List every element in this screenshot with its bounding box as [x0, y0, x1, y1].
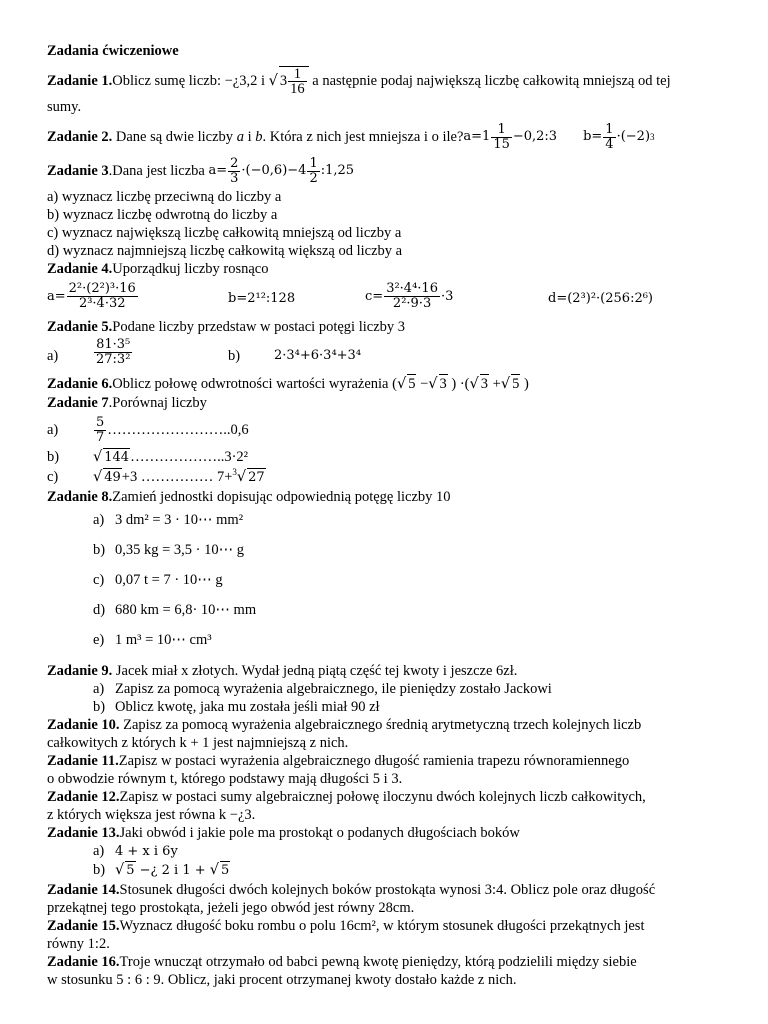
task-12: Zadanie 12.Zapisz w postaci sumy algebraicznej połowę iloczynu dwóch kolejnych liczb całkowitych,	[47, 789, 646, 805]
task-8-item: e) 1 m³ = 10⋯ cm³	[93, 632, 212, 648]
task-13-b: b) √ 5 −¿ 2 i 1 + √ 5	[93, 862, 230, 878]
task-16-cont: w stosunku 5 : 6 : 9. Oblicz, jaki procent otrzymanej kwoty dostało każde z nich.	[47, 972, 517, 988]
task-7-a: a) $\frac{5}{7}$ ……………………..0,6	[47, 414, 249, 445]
task-10-cont: całkowitych z których k + 1 jest najmniejszą z nich.	[47, 735, 349, 751]
task-3-item: d) wyznacz najmniejszą liczbę całkowitą większą od liczby a	[47, 243, 403, 259]
task-1-cont: sumy.	[47, 99, 82, 115]
task-8-item: d) 680 km = 6,8· 10⋯ mm	[93, 602, 257, 618]
task-3-item: c) wyznacz największą liczbę całkowitą mniejszą od liczby a	[47, 225, 402, 241]
task-4: Zadanie 4.Uporządkuj liczby rosnąco	[47, 261, 269, 277]
task-11: Zadanie 11.Zapisz w postaci wyrażenia algebraicznego długość ramienia trapezu równoramiennego	[47, 753, 630, 769]
task-13-a: a) 4 + x i 6y	[93, 843, 178, 859]
task-11-cont: o obwodzie równym t, którego podstawy mają długości 5 i 3.	[47, 771, 403, 787]
task-8: Zadanie 8.Zamień jednostki dopisując odpowiednią potęgę liczby 10	[47, 489, 451, 505]
task-13: Zadanie 13.Jaki obwód i jakie pole ma prostokąt o podanych długościach boków	[47, 825, 520, 841]
task-14: Zadanie 14.Stosunek długości dwóch kolejnych boków prostokąta wynosi 3:4. Oblicz pole oraz długość	[47, 882, 656, 898]
task-6: Zadanie 6.Oblicz połowę odwrotności wartości wyrażenia (√ 5 −√ 3 ) ·(√ 3 +√ 5 )	[47, 376, 529, 392]
task-5: Zadanie 5.Podane liczby przedstaw w postaci potęgi liczby 3	[47, 319, 405, 335]
task-9: Zadanie 9. Jacek miał x złotych. Wydał jedną piątą część tej kwoty i jeszcze 6zł.	[47, 663, 518, 679]
task-8-item: a) 3 dm² = 3 · 10⋯ mm²	[93, 512, 244, 528]
task-7-c: c) √ 49+3 …………… 7+$^3$√ 27	[47, 467, 265, 485]
task-8-item: b) 0,35 kg = 3,5 · 10⋯ g	[93, 542, 245, 558]
task-3-item: a) wyznacz liczbę przeciwną do liczby a	[47, 189, 282, 205]
task-9-item: b) Oblicz kwotę, jaka mu została jeśli miał 90 zł	[93, 699, 380, 715]
task-7-b: b) √ 144………………..3·2²	[47, 449, 249, 465]
task-8-item: c) 0,07 t = 7 · 10⋯ g	[93, 572, 223, 588]
task-16: Zadanie 16.Troje wnucząt otrzymało od babci pewną kwotę pieniędzy, którą podzielili między siebie	[47, 954, 637, 970]
task-5-expressions: a) $\frac{\text{81·3⁵}}{\text{27:3²}}$ b) 2·3⁴+6·3⁴+3⁴	[47, 337, 362, 367]
task-2: Zadanie 2. Dane są dwie liczby a i b . Która z nich jest mniejsza i o ile? a=1 $\frac{1}{15}$ −0,2:3 b= $\frac{1}{4}$ ·(−2) 3	[47, 121, 655, 152]
task-10: Zadanie 10. Zapisz za pomocą wyrażenia algebraicznego średnią arytmetyczną trzech kolejnych liczb	[47, 717, 642, 733]
task-15: Zadanie 15.Wyznacz długość boku rombu o polu 16cm², w którym stosunek długości przekątnych jest	[47, 918, 645, 934]
task-9-item: a) Zapisz za pomocą wyrażenia algebraicznego, ile pieniędzy zostało Jackowi	[93, 681, 552, 697]
task-12-cont: z których większa jest równa k −¿3.	[47, 807, 256, 823]
task-14-cont: przekątnej tego prostokąta, jeżeli jego obwód jest równy 28cm.	[47, 900, 415, 916]
task-4-expressions: a= $\frac{\text{2²·(2²)³·16}}{\text{2³·4·32}}$ b=2¹²:128 c= $\frac{\text{3²·4⁴·16}}{\text{2²·9·3}}$ ·3 d=(2³)²·(256:2⁶)	[47, 281, 654, 311]
task-15-cont: równy 1:2.	[47, 936, 110, 952]
task-7: Zadanie 7.Porównaj liczby	[47, 395, 207, 411]
page-title: Zadania ćwiczeniowe	[47, 43, 179, 59]
task-3: Zadanie 3 .Dana jest liczba a= $\frac{2}{3}$ ·(−0,6)−4 $\frac{1}{2}$ :1,25	[47, 155, 355, 186]
task-1: Zadanie 1. Oblicz sumę liczb: −¿3,2 i √ 3 $\frac{1}{16}$ a następnie podaj największą liczbę całkowitą mniejszą od tej	[47, 66, 671, 97]
task-3-item: b) wyznacz liczbę odwrotną do liczby a	[47, 207, 278, 223]
